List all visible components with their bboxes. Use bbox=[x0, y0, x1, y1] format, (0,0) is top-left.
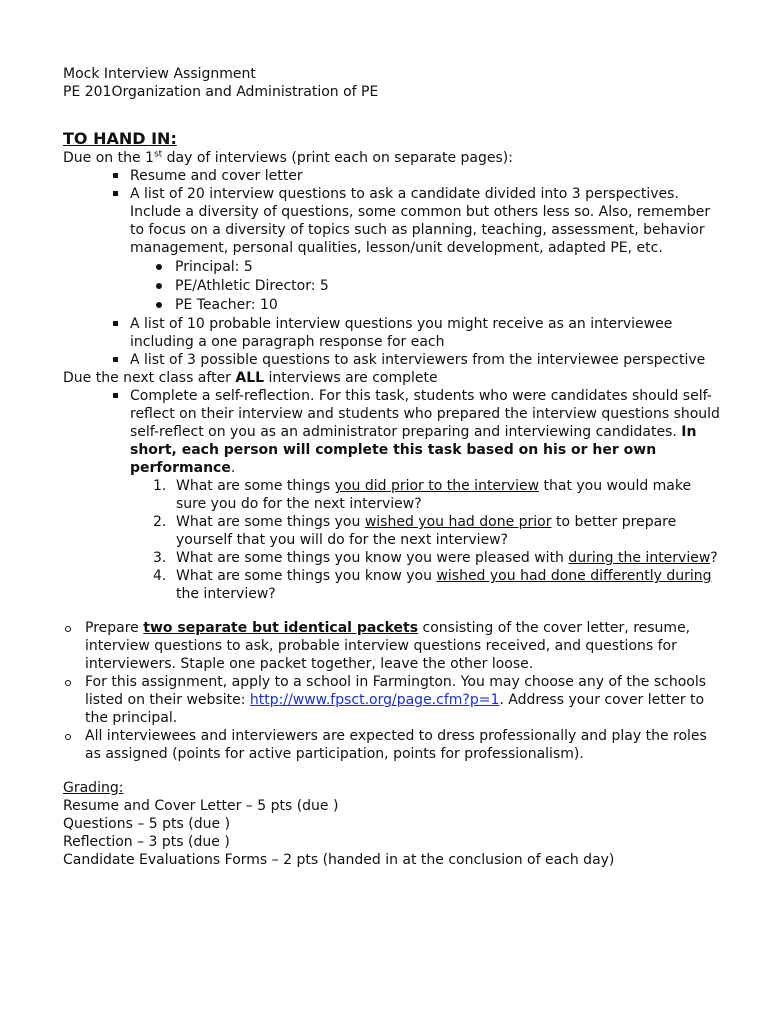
list-item: Prepare two separate but identical packets consisting of the cover letter, resume, interview questions to ask, probable interview questions received, and questions for interviewers. Staple one packet together, leave the other loose. bbox=[63, 619, 723, 673]
reflection-questions bbox=[63, 477, 723, 603]
grading-line: Questions – 5 pts (due ) bbox=[63, 816, 231, 832]
assignment-title: Mock Interview Assignment bbox=[63, 66, 256, 82]
course-title: PE 201Organization and Administration of PE bbox=[63, 84, 379, 100]
list-item: For this assignment, apply to a school in Farmington. You may choose any of the schools listed on their website: http://www.fpsct.org/page.cfm?p=1. Address your cover letter to the principal. bbox=[63, 673, 723, 727]
grading-line: Reflection – 3 pts (due ) bbox=[63, 834, 230, 850]
list-item: 2. What are some things you wished you had done prior to better prepare yourself that you will do for the next interview? bbox=[153, 514, 677, 548]
grading-line: Candidate Evaluations Forms – 2 pts (handed in at the conclusion of each day) bbox=[63, 852, 615, 868]
grading-line: Resume and Cover Letter – 5 pts (due ) bbox=[63, 798, 339, 814]
list-item: 4. What are some things you know you wished you had done differently during the interview? bbox=[153, 568, 712, 602]
list-item: 1. What are some things you did prior to the interview that you would make sure you do for the next interview? bbox=[153, 478, 692, 512]
list-item: A list of 10 probable interview questions you might receive as an interviewee including a one paragraph response for each bbox=[63, 315, 723, 351]
list-item: 3. What are some things you know you were pleased with during the interview? bbox=[153, 550, 718, 566]
notes-list bbox=[63, 619, 723, 763]
due-next-class: Due the next class after ALL interviews are complete bbox=[63, 370, 438, 386]
next-class-list bbox=[63, 387, 723, 603]
list-item: Resume and cover letter bbox=[63, 167, 723, 185]
hand-in-heading: TO HAND IN: bbox=[63, 129, 177, 148]
list-item: PE Teacher: 10 bbox=[63, 296, 723, 314]
list-item: A list of 3 possible questions to ask interviewers from the interviewee perspective bbox=[63, 351, 723, 369]
document-body bbox=[63, 65, 723, 869]
due-first-day: Due on the 1st day of interviews (print each on separate pages): bbox=[63, 149, 513, 166]
grading-heading: Grading: bbox=[63, 780, 124, 796]
list-item: All interviewees and interviewers are expected to dress professionally and play the roles as assigned (points for active participation, points for professionalism). bbox=[63, 727, 723, 763]
list-item: A list of 20 interview questions to ask a candidate divided into 3 perspectives. Include a diversity of questions, some common but others less so. Also, remember to focus on a diversity of topics such as planning, teaching, assessment, behavior management, personal qualities, lesson/unit development, adapted PE, etc. Principal: 5 PE/Athletic Director: 5 PE Teacher: 10 bbox=[63, 185, 723, 314]
list-item: Principal: 5 bbox=[63, 258, 723, 276]
perspective-list bbox=[63, 258, 723, 314]
list-item: Complete a self-reflection. For this task, students who were candidates should self-reflect on their interview and students who prepared the interview questions should self-reflect on you as an administrator preparing and interviewing candidates. In short, each person will complete this task based on his or her own performance. 1. What are some things you did prior to the interview that you would make sure you do for the next interview? 2. What are some things you wished you had done prior to better prepare yourself that you will do for the next interview? 3. What are some things you know you were pleased with during the interview? 4. What are some things you know you wished you had done differently during the interview? bbox=[63, 387, 723, 603]
first-day-list bbox=[63, 167, 723, 369]
list-item: PE/Athletic Director: 5 bbox=[63, 277, 723, 295]
school-website-link[interactable]: http://www.fpsct.org/page.cfm?p=1 bbox=[249, 692, 500, 708]
